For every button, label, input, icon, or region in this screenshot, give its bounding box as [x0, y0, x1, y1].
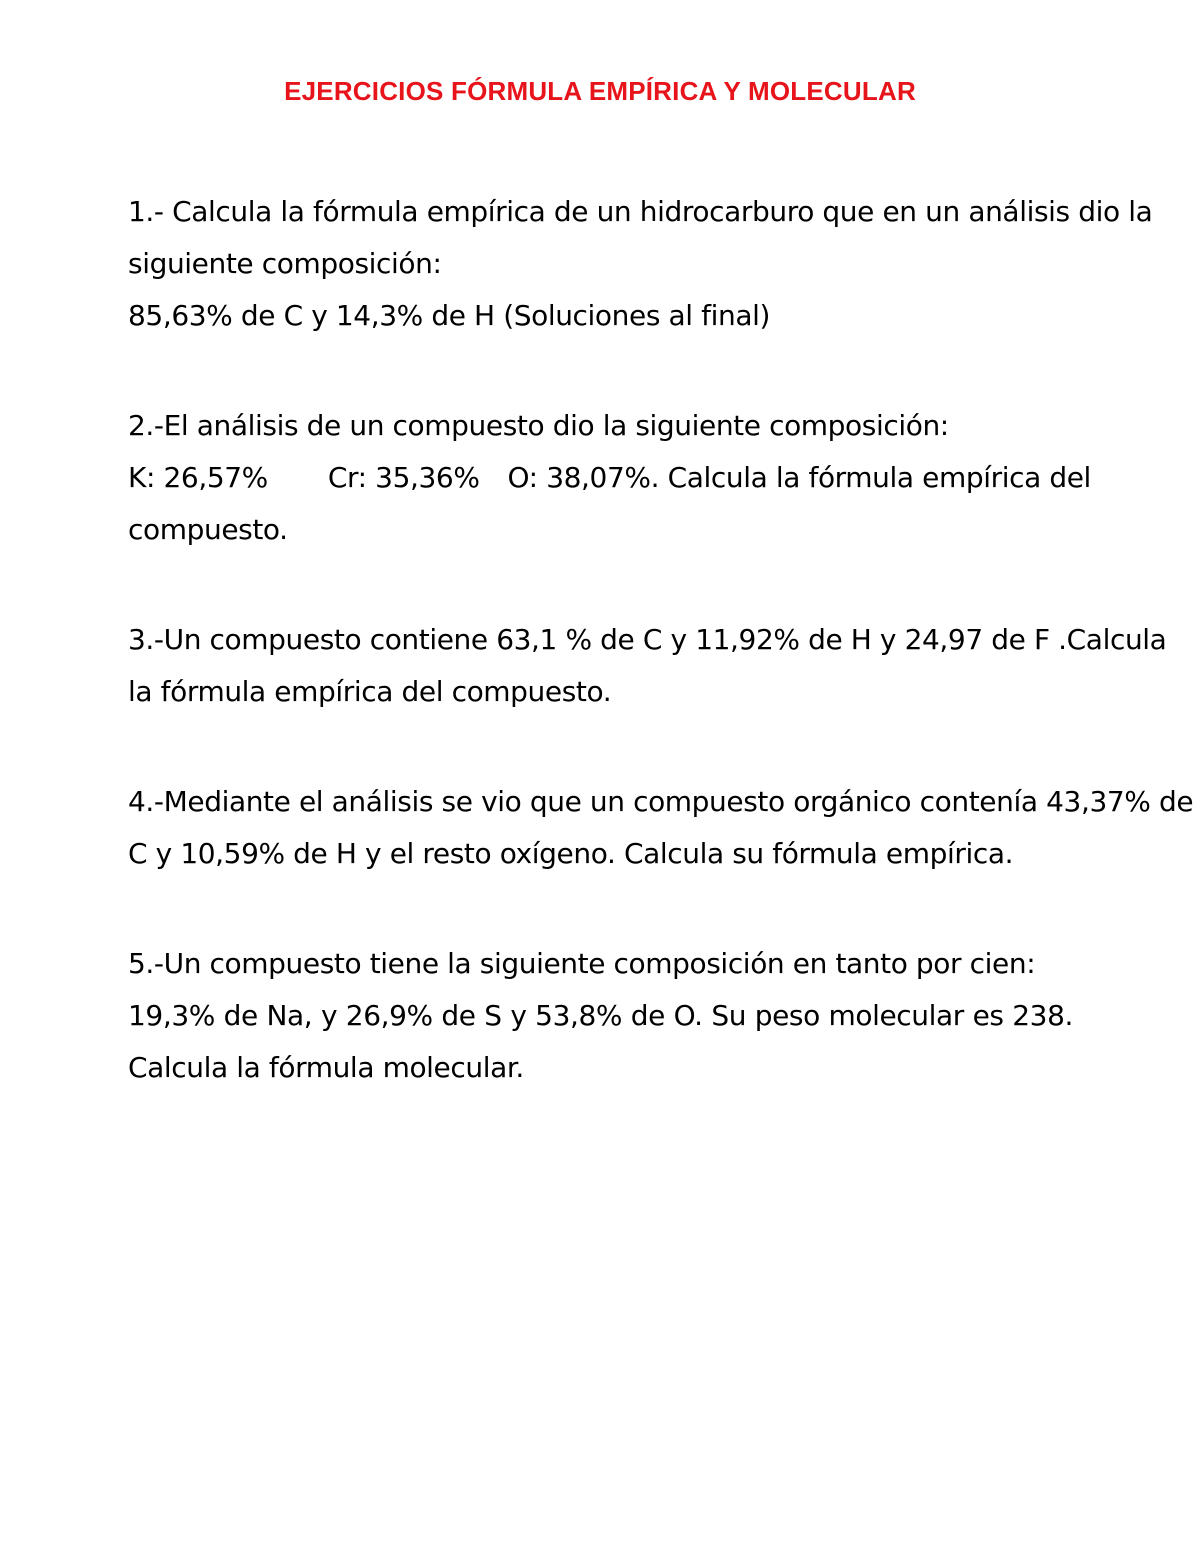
- exercise-1-line-2: siguiente composición:: [128, 247, 442, 280]
- exercise-5: [128, 938, 1073, 1094]
- exercise-1-line-1: 1.- Calcula la fórmula empírica de un hidrocarburo que en un análisis dio la: [128, 195, 1153, 228]
- exercise-2-line-3: compuesto.: [128, 513, 288, 546]
- potassium-percent: K: 26,57%: [128, 461, 268, 494]
- exercise-3-line-2: la fórmula empírica del compuesto.: [128, 675, 612, 708]
- exercise-2-line-2: [128, 452, 1091, 504]
- exercise-3-line-1: 3.-Un compuesto contiene 63,1 % de C y 11,92% de H y 24,97 de F .Calcula: [128, 623, 1167, 656]
- page-title: EJERCICIOS FÓRMULA EMPÍRICA Y MOLECULAR: [284, 76, 916, 106]
- exercise-4: [128, 776, 1194, 880]
- exercise-2-line-1: 2.-El análisis de un compuesto dio la siguiente composición:: [128, 409, 949, 442]
- exercise-5-line-3: Calcula la fórmula molecular.: [128, 1051, 524, 1084]
- exercise-4-line-2: C y 10,59% de H y el resto oxígeno. Calcula su fórmula empírica.: [128, 837, 1014, 870]
- exercise-5-line-2: 19,3% de Na, y 26,9% de S y 53,8% de O. Su peso molecular es 238.: [128, 999, 1073, 1032]
- exercise-1-line-3: 85,63% de C y 14,3% de H (Soluciones al final): [128, 299, 770, 332]
- chromium-percent: Cr: 35,36%: [327, 461, 480, 494]
- exercise-2: [128, 400, 1091, 556]
- oxygen-percent-and-question: O: 38,07%. Calcula la fórmula empírica del: [507, 461, 1091, 494]
- exercise-5-line-1: 5.-Un compuesto tiene la siguiente composición en tanto por cien:: [128, 947, 1036, 980]
- exercise-4-line-1: 4.-Mediante el análisis se vio que un compuesto orgánico contenía 43,37% de: [128, 785, 1194, 818]
- exercise-1: [128, 186, 1153, 342]
- exercise-list: [128, 186, 1194, 1152]
- exercise-3: [128, 614, 1167, 718]
